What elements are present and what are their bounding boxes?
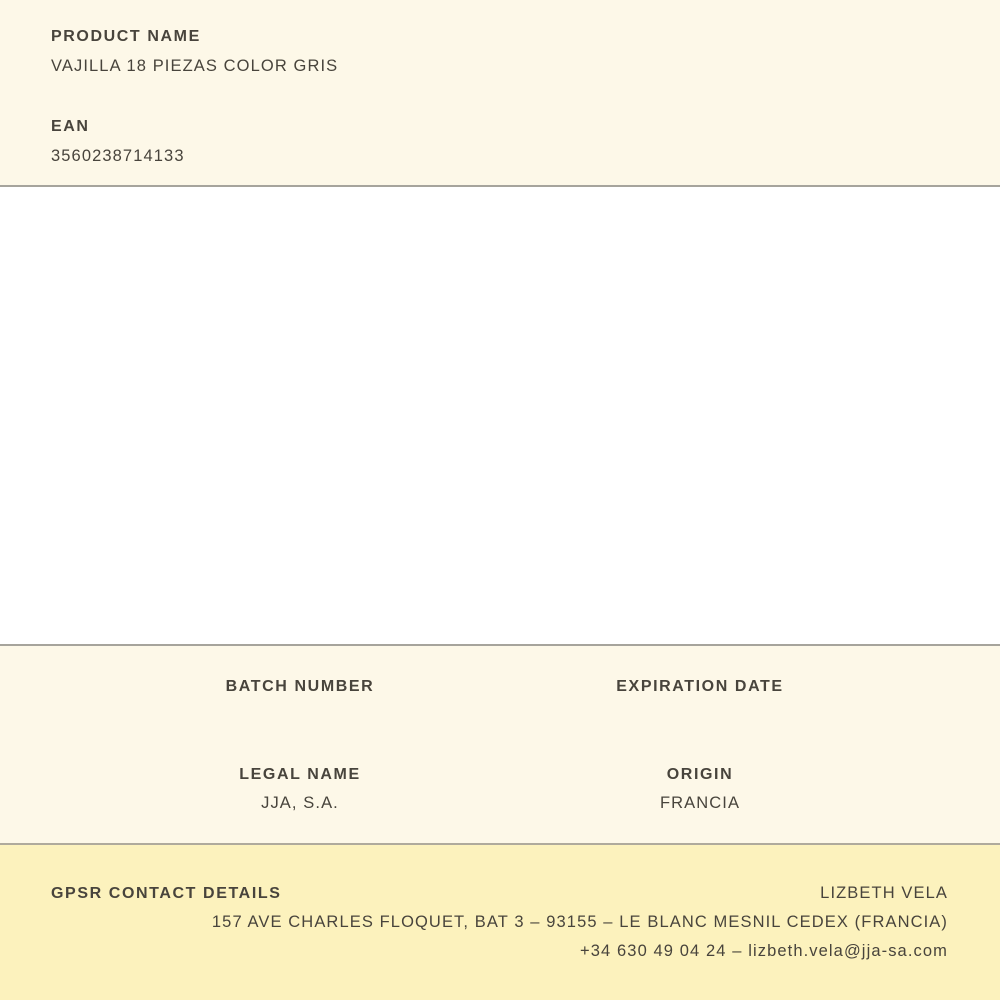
contact-address: 157 AVE CHARLES FLOQUET, BAT 3 – 93155 – LE BLANC MESNIL CEDEX (FRANCIA) (211, 913, 948, 931)
legal-name-label: LEGAL NAME (239, 766, 361, 783)
ean-label: EAN (51, 118, 90, 135)
product-details-section (0, 646, 1000, 845)
origin-value: FRANCIA (659, 794, 741, 812)
gpsr-contact-section (0, 845, 1000, 1000)
product-name-label: PRODUCT NAME (51, 28, 201, 45)
batch-number-label: BATCH NUMBER (225, 678, 375, 695)
product-header-section (0, 0, 1000, 187)
legal-name-value: JJA, S.A. (261, 794, 339, 812)
origin-label: ORIGIN (666, 766, 734, 783)
gpsr-contact-details-label: GPSR CONTACT DETAILS (51, 885, 282, 902)
contact-phone-email: +34 630 49 04 24 – lizbeth.vela@jja-sa.com (580, 942, 948, 960)
product-image-area (0, 187, 1000, 646)
contact-name: LIZBETH VELA (820, 884, 948, 902)
expiration-date-label: EXPIRATION DATE (616, 678, 784, 695)
ean-value: 3560238714133 (51, 147, 185, 165)
product-name-value: VAJILLA 18 PIEZAS COLOR GRIS (51, 57, 339, 75)
